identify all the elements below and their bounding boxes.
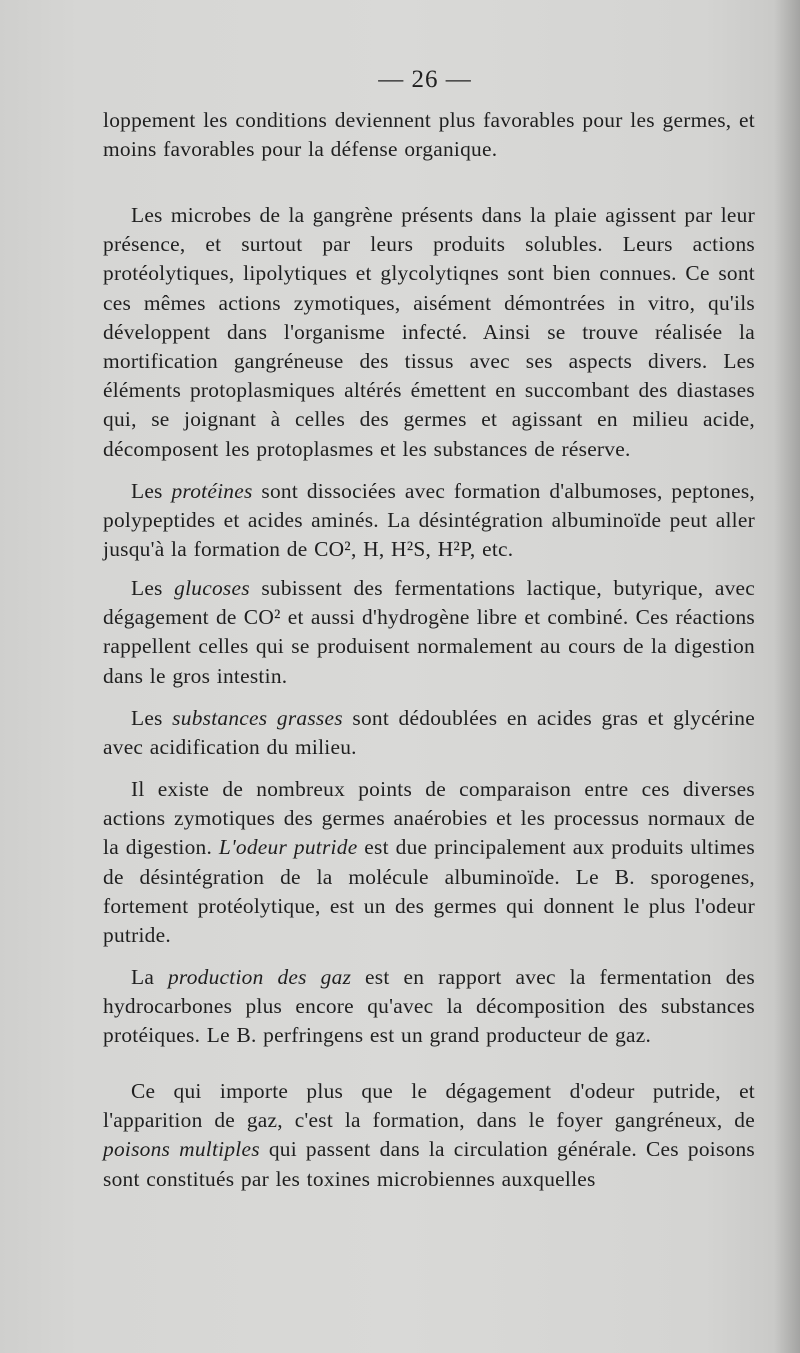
paragraph-7-emphasis: production des gaz: [167, 965, 352, 989]
paragraph-3-before: Les: [131, 479, 172, 503]
paragraph-5-after: sont dédoublées en acides gras et glycérine avec acidification du milieu.: [103, 706, 755, 760]
paragraph-4-emphasis: glucoses: [174, 576, 250, 600]
paragraph-poisons: [103, 1077, 755, 1194]
paragraph-continuation: [103, 106, 755, 164]
paragraph-1-text: loppement les conditions deviennent plus favorables pour les germes, et moins favorables pour la défense organique.: [103, 108, 755, 162]
paragraph-production-gaz: [103, 963, 755, 1051]
paragraph-7-after: est en rapport avec la fermentation des hydrocarbones plus encore qu'avec la décomposition des substances protéiques. Le B. perfringens est un grand producteur de gaz.: [103, 965, 755, 1048]
paragraph-microbes-gangrene: [103, 201, 755, 464]
paragraph-8-before: Ce qui importe plus que le dégagement d'odeur putride, et l'apparition de gaz, c'est la formation, dans le foyer gangréneux, de: [103, 1079, 755, 1133]
paragraph-4-after: subissent des fermentations lactique, butyrique, avec dégagement de CO² et aussi d'hydrogène libre et combiné. Ces réactions rappellent celles qui se produisent normalement au cours de la digestion dans le gros intestin.: [103, 576, 756, 688]
paragraph-4-before: Les: [131, 576, 175, 600]
paragraph-3-text: [103, 477, 755, 565]
paragraph-4-text: [103, 574, 755, 691]
paragraph-8-emphasis: poisons multiples: [103, 1137, 260, 1162]
page-edge-shadow: [774, 0, 800, 1353]
paragraph-6-text: [103, 775, 755, 950]
paragraph-5-before: Les: [131, 706, 173, 730]
paragraph-7-before: La: [131, 965, 168, 989]
paragraph-5-text: [103, 704, 755, 762]
paragraph-6-before: Il existe de nombreux points de comparaison entre ces diverses actions zymotiques des germes anaérobies et les processus normaux de la digestion.: [103, 777, 755, 860]
paragraph-8-after: qui passent dans la circulation générale. Ces poisons sont constitués par les toxines microbiennes auxquelles: [103, 1137, 755, 1191]
paragraph-2-text: Les microbes de la gangrène présents dans la plaie agissent par leur présence, et surtout par leurs produits solubles. Leurs actions protéolytiques, lipolytiques et glycolytiqnes sont bien connues. Ce sont ces mêmes actions zymotiques, aisément démontrées in vitro, qu'ils développent dans l'organisme infecté. Ainsi se trouve réalisée la mortification gangréneuse des tissus avec ses aspects divers. Les éléments protoplasmiques altérés émettent en succombant des diastases qui, se joignant à celles des germes et agissant en milieu acide, décomposent les protoplasmes et les substances de réserve.: [103, 203, 755, 461]
paragraph-glucoses: [103, 574, 755, 691]
paragraph-3-after: sont dissociées avec formation d'albumoses, peptones, polypeptides et acides aminés. La désintégration albuminoïde peut aller jusqu'à la formation de CO², H, H²S, H²P, etc.: [103, 479, 756, 562]
page-number: — 26 —: [378, 66, 472, 93]
paragraph-3-emphasis: protéines: [171, 479, 253, 503]
paragraph-6-after: est due principalement aux produits ultimes de désintégration de la molécule albuminoïde. Le B. sporogenes, fortement protéolytique, est un des germes qui donnent le plus l'odeur putride.: [103, 835, 755, 948]
paragraph-8-text: [103, 1077, 755, 1194]
paragraph-proteines: [103, 477, 755, 565]
paragraph-6-emphasis: L'odeur putride: [218, 835, 358, 860]
paragraph-7-text: [103, 963, 755, 1051]
paragraph-substances-grasses: [103, 704, 755, 762]
paragraph-comparaison: [103, 775, 755, 950]
paragraph-5-emphasis: substances grasses: [172, 706, 343, 730]
